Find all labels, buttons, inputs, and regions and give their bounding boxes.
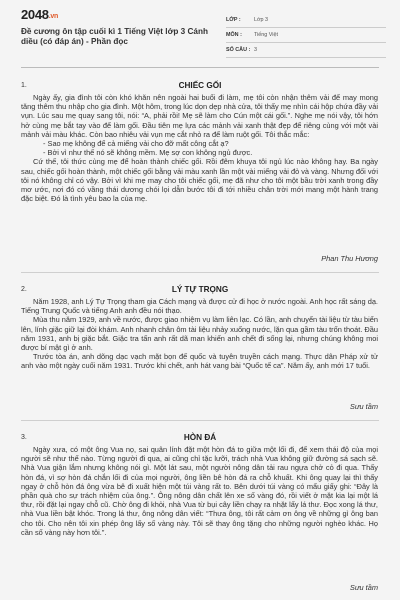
document-header	[0, 0, 400, 60]
section-body	[21, 297, 378, 371]
meta-key: MÔN :	[226, 32, 242, 38]
header-divider	[21, 67, 379, 68]
paragraph: Trước tòa án, anh dõng dạc vạch mặt bọn đế quốc và tuyên truyền cách mạng. Thực dân Pháp xử tử anh vào một ngày cuối năm 1931. Trước khi chết, anh hát vang bài “Quốc tế ca”. Năm ấy, anh mới 17 tuổi.	[21, 352, 378, 371]
meta-row-subject	[226, 28, 386, 43]
meta-value: Lớp 3	[254, 17, 269, 23]
paragraph: Ngày ấy, gia đình tôi còn khó khăn nên ngoài hai buổi đi làm, mẹ tôi còn nhận thêm vải để may mong tăng thêm thu nhập cho gia đình. Một hôm, trong lúc dọn dẹp nhà cửa, tôi thấy mẹ nhìn cái hộp chứa đầy vải vụn. Lúc sau mẹ quay sang tôi, nói: “A, phải rồi! Mẹ sẽ làm cho Cún một cái gối.”. Nghe mẹ nói vậy, tôi hớn hở cùng mẹ bắt tay vào để làm gối. Đầu tiên mẹ lựa các mảnh vải xanh thật đẹp để riêng cùng với một vài mảnh vải màu khác. Còn bao nhiêu vải vụn mẹ cắt nhỏ ra để làm ruột gối. Tôi thắc mắc:	[21, 93, 378, 139]
paragraph: Ngày xưa, có một ông Vua nọ, sai quân lính đặt một hòn đá to giữa một lối đi, để xem thái độ của mọi người sẽ như thế nào. Từng người đi qua, ai cũng chỉ tặc lưỡi, trách nhà Vua không giữ đường sá sạch sẽ. Nhà Vua giận lắm nhưng không nói gì. Một lát sau, một người nông dân tải rau ngựa chở cỏ đi qua. Thấy hòn đá, vì sợ hòn đá chắn lối đi của mọi người, ông liền bê hòn đá ra chỗ khuất. Khi ông quay lại thì thấy ngay ở chỗ hòn đá ông vừa bê đi xuất hiện một túi vàng rất to. Bên dưới túi vàng có mẩu giấy ghi: “Đây là phần quà cho sự trách nhiệm của ông.”. Ông nông dân chất lên xe số vàng đó, rồi viết ở mặt kia lại một lá thư, rồi đặt lại ngay chỗ cũ. Chờ ông đi khỏi, nhà Vua từ bụi cây liền chạy ra nhặt lấy lá thư. Đọc xong lá thư, nhà Vua liền bật khóc. Trong lá thư, ông nông dân viết: “Thưa ông, tôi rất cảm ơn ông về những gì ông ban cho tôi. Cho nên tôi xin phép ông lấy số vàng này. Tôi sẽ thay ông tặng cho những người nghèo khác. Họ cần số vàng này hơn tôi.”.	[21, 445, 378, 537]
section-title: HÒN ĐÁ	[183, 433, 217, 442]
logo-tld: .vn	[48, 13, 58, 20]
meta-row-question-count	[226, 43, 386, 58]
section-title: LÝ TỰ TRỌNG	[171, 285, 229, 294]
section-number: 3.	[21, 434, 27, 441]
site-logo[interactable]	[21, 7, 58, 22]
meta-value: Tiếng Việt	[254, 32, 278, 38]
document-meta	[226, 13, 386, 58]
section-divider	[21, 272, 379, 273]
meta-key: SỐ CÂU :	[226, 47, 251, 53]
section-body	[21, 93, 378, 203]
paragraph: - Sao mẹ không để cả miếng vải cho đỡ mất công cắt ạ?	[43, 139, 229, 149]
section-author: Sưu tầm	[349, 402, 378, 411]
section-author: Sưu tầm	[349, 583, 378, 592]
section-body	[21, 445, 378, 537]
section-divider	[21, 420, 379, 421]
paragraph: Mùa thu năm 1929, anh về nước, được giao nhiệm vụ làm liên lạc. Có lần, anh chuyển tài liệu từ tàu biển lên, lính giặc giữ lại đòi khám. Anh nhanh chân ôm tài liệu nhảy xuống nước, lặn qua gầm tàu trốn thoát. Đầu năm 1931, anh bị giặc bắt. Giặc tra tấn anh rất dã man khiến anh chết đi sống lại, nhưng chúng không moi được bí mật gì ở anh.	[21, 315, 378, 353]
paragraph: Cứ thế, tôi thức cùng mẹ để hoàn thành chiếc gối. Rồi đêm khuya tôi ngủ lúc nào không hay. Ba ngày sau, chiếc gối hoàn thành, một chiếc gối bằng vải màu xanh lần một vài miếng vải đỏ và vàng. Nhưng đối với tôi nó không chỉ có vậy. Bởi vì khi mẹ may cho tôi chiếc gối, mẹ đã như cho tôi một bầu trời xanh trong đầy mơ ước, nơi đó có vầng thái dương chói lọi dẫn bước tôi đi tới nhiều chân trời mới mang một hành trang đặc biệt. Đó là tình yêu bao la của mẹ.	[21, 157, 378, 204]
paragraph: - Bởi vì như thế nó sẽ không mềm. Mẹ sợ con không ngủ được.	[43, 148, 253, 158]
document-title: Đề cương ôn tập cuối kì 1 Tiếng Việt lớp 3 Cánh diều (có đáp án) - Phần đọc	[21, 27, 208, 46]
section-title: CHIẾC GỐI	[178, 81, 222, 90]
section-author: Phan Thu Hương	[321, 254, 378, 263]
section-number: 2.	[21, 286, 27, 293]
meta-value: 3	[254, 47, 257, 53]
meta-row-class	[226, 13, 386, 28]
paragraph: Năm 1928, anh Lý Tự Trọng tham gia Cách mạng và được cử đi học ở nước ngoài. Anh học rất sáng dạ. Tiếng Trung Quốc và tiếng Anh anh đều nói thạo.	[21, 297, 378, 316]
section-number: 1.	[21, 82, 27, 89]
logo-number: 2048	[21, 7, 49, 22]
meta-key: LỚP :	[226, 17, 241, 23]
